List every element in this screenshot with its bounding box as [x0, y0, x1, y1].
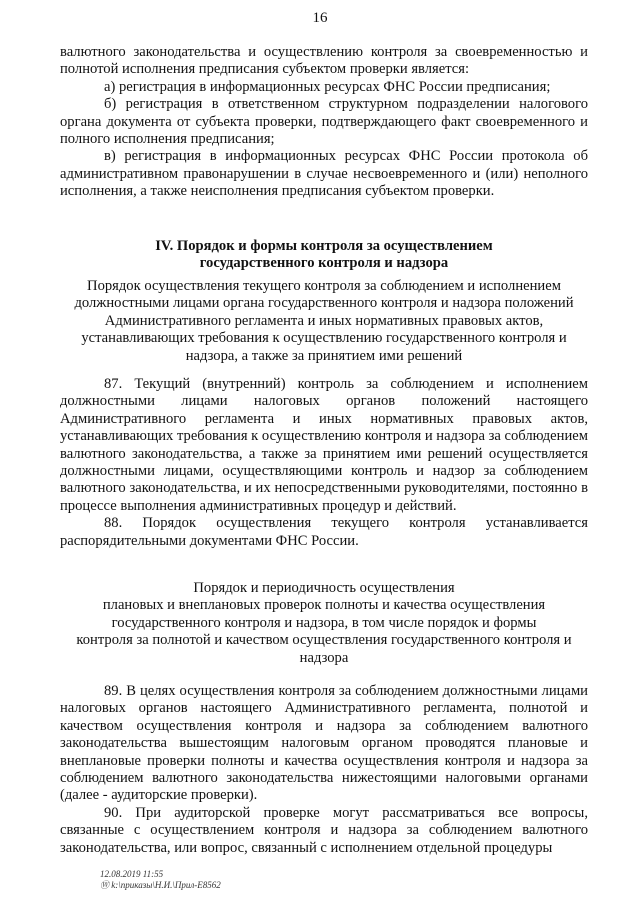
- subheading-line: Порядок осуществления текущего контроля за соблюдением и исполнением: [87, 278, 561, 294]
- document-footer: [100, 869, 221, 891]
- regulation-text-block-1: [60, 44, 588, 201]
- section-heading-iv: [60, 238, 588, 273]
- paragraph-89: 89. В целях осуществления контроля за соблюдением должностными лицами налоговых органов настоящего Административного регламента, полнотой и качеством осуществления контроля и надзора за соблюдением валютного законодательства вышестоящим налоговым органом проводятся плановые и внеплановые проверки полноты и качества осуществления контроля и надзора за соблюдением валютного законодательства нижестоящими налоговыми органами (далее - аудиторские проверки).: [60, 683, 588, 804]
- paragraph-intro: валютного законодательства и осуществлению контроля за своевременностью и полнотой исполнения предписания субъектом проверки является:: [60, 44, 588, 78]
- paragraph-87: 87. Текущий (внутренний) контроль за соблюдением и исполнением должностными лицами налоговых органов положений настоящего Административного регламента и иных нормативных правовых актов, устанавливающих требования к осуществлению контроля и надзора за соблюдением валютного законодательства, а также за принятием ими решений осуществляется должностными лицами, осуществляющими контроль и надзор за соблюдением валютного законодательства, и их непосредственными руководителями, постоянно в процессе выполнения административных процедур и действий.: [60, 376, 588, 514]
- subheading-line: Административного регламента и иных нормативных правовых актов,: [104, 312, 544, 329]
- subheading-current-control: [60, 278, 588, 365]
- section-heading-line: государственного контроля и надзора: [199, 255, 449, 272]
- subheading-line: должностными лицами органа государственного контроля и надзора положений: [74, 295, 574, 312]
- list-item-v: в) регистрация в информационных ресурсах ФНС России протокола об административном правонарушении в случае несвоевременного и (или) неполного исполнения, а также неисполнения предписания субъектом проверки.: [60, 148, 588, 200]
- subheading-line: надзора: [299, 649, 349, 666]
- subheading-line: государственного контроля и надзора, в том числе порядок и формы: [111, 614, 537, 631]
- page-number: 16: [312, 10, 328, 26]
- subheading-line: надзора, а также за принятием ими решений: [185, 347, 463, 364]
- paragraph-88: 88. Порядок осуществления текущего контроля устанавливается распорядительными документами ФНС России.: [60, 515, 588, 549]
- section-heading-line: IV. Порядок и формы контроля за осуществлением: [155, 238, 493, 254]
- footer-timestamp: 12.08.2019 11:55: [100, 869, 164, 879]
- subheading-line: Порядок и периодичность осуществления: [193, 580, 455, 596]
- list-item-a: а) регистрация в информационных ресурсах ФНС России предписания;: [104, 78, 551, 95]
- subheading-line: устанавливающих требования к осуществлению государственного контроля и: [81, 330, 567, 347]
- list-item-b: б) регистрация в ответственном структурном подразделении налогового органа документа от субъекта проверки, подтверждающего факт своевременного и полного исполнения предписания;: [60, 96, 588, 148]
- paragraph-90: 90. При аудиторской проверке могут рассматриваться все вопросы, связанные с осуществлением контроля и надзора за соблюдением валютного законодательства, или вопрос, связанный с исполнением отдельной процедуры: [60, 804, 588, 856]
- regulation-text-block-3: [60, 683, 588, 857]
- subheading-audit-checks: [60, 580, 588, 667]
- footer-file-path: Ⓦ k:\приказы\Н.И.\Прил-E8562: [100, 880, 221, 890]
- subheading-line: плановых и внеплановых проверок полноты и качества осуществления: [102, 597, 546, 614]
- subheading-line: контроля за полнотой и качеством осуществления государственного контроля и: [76, 632, 572, 649]
- regulation-text-block-2: [60, 376, 588, 550]
